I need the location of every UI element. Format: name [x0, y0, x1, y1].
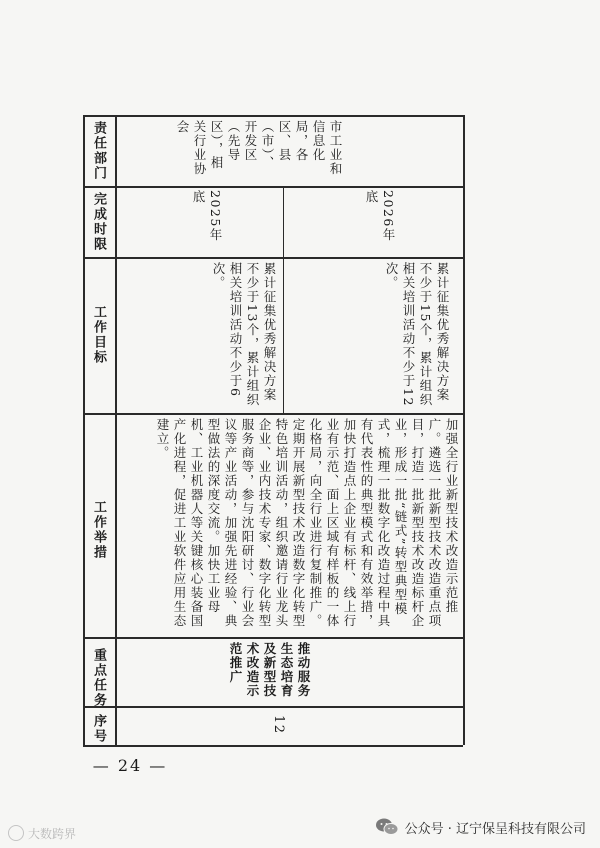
row-goal-2: 累计征集优秀解决方案不少于15个，累计组织相关培训活动不少于12次。	[384, 262, 450, 407]
header-goal: 工作目标	[91, 305, 106, 365]
header-department: 责任部门	[91, 121, 106, 181]
row-goal-1: 累计征集优秀解决方案不少于13个，累计组织相关培训活动不少于6次。	[211, 262, 277, 407]
watermark-logo-icon	[8, 825, 24, 841]
header-deadline: 完成时限	[91, 192, 106, 252]
row-task: 推动服务生态培育及新型技术改造示范推广	[228, 642, 311, 698]
header-seq: 序号	[91, 714, 106, 744]
row-seq: 12	[271, 715, 286, 735]
row-deadline-2: 2026年底	[364, 190, 396, 242]
row-measures: 加强全行业新型技术改造示范推广。遴选一批新型技术改造重点项目，打造一批新型技术改造标杆企业，形成一批“链式”转型典型模式，梳理一批数字化改造过程中具有代表性的典型模式和有效举措，加快打造点上企业有标杆、线上行业有示范、面上区域有样板的一体化格局，向全行业进行复制推广。定期开展新型技术改造数字化转型特色培训活动，组织邀请行业龙头企业、业内技术专家、数字化转型服务商等，参与沈阳研讨、行业会议等产业活动，加强先进经验、典型做法的深度交流。加快工业母机、工业机器人等关键核心装备国产化进程，促进工业软件应用生态建立。	[155, 418, 459, 628]
watermark	[8, 823, 76, 843]
wechat-account-label: 公众号 · 辽宁保呈科技有限公司	[404, 821, 586, 837]
wechat-icon	[375, 817, 399, 837]
row-department: 市工业和信息化局，各区、县（市）、开发区（先导区），相关行业协会	[175, 120, 343, 176]
page-number: — 24 —	[92, 756, 168, 775]
wechat-account-badge[interactable]	[375, 813, 586, 841]
watermark-text: 大数跨界	[28, 826, 77, 841]
header-task: 重点任务	[91, 648, 106, 708]
row-deadline-1: 2025年底	[191, 190, 223, 242]
header-measures: 工作举措	[91, 500, 106, 560]
